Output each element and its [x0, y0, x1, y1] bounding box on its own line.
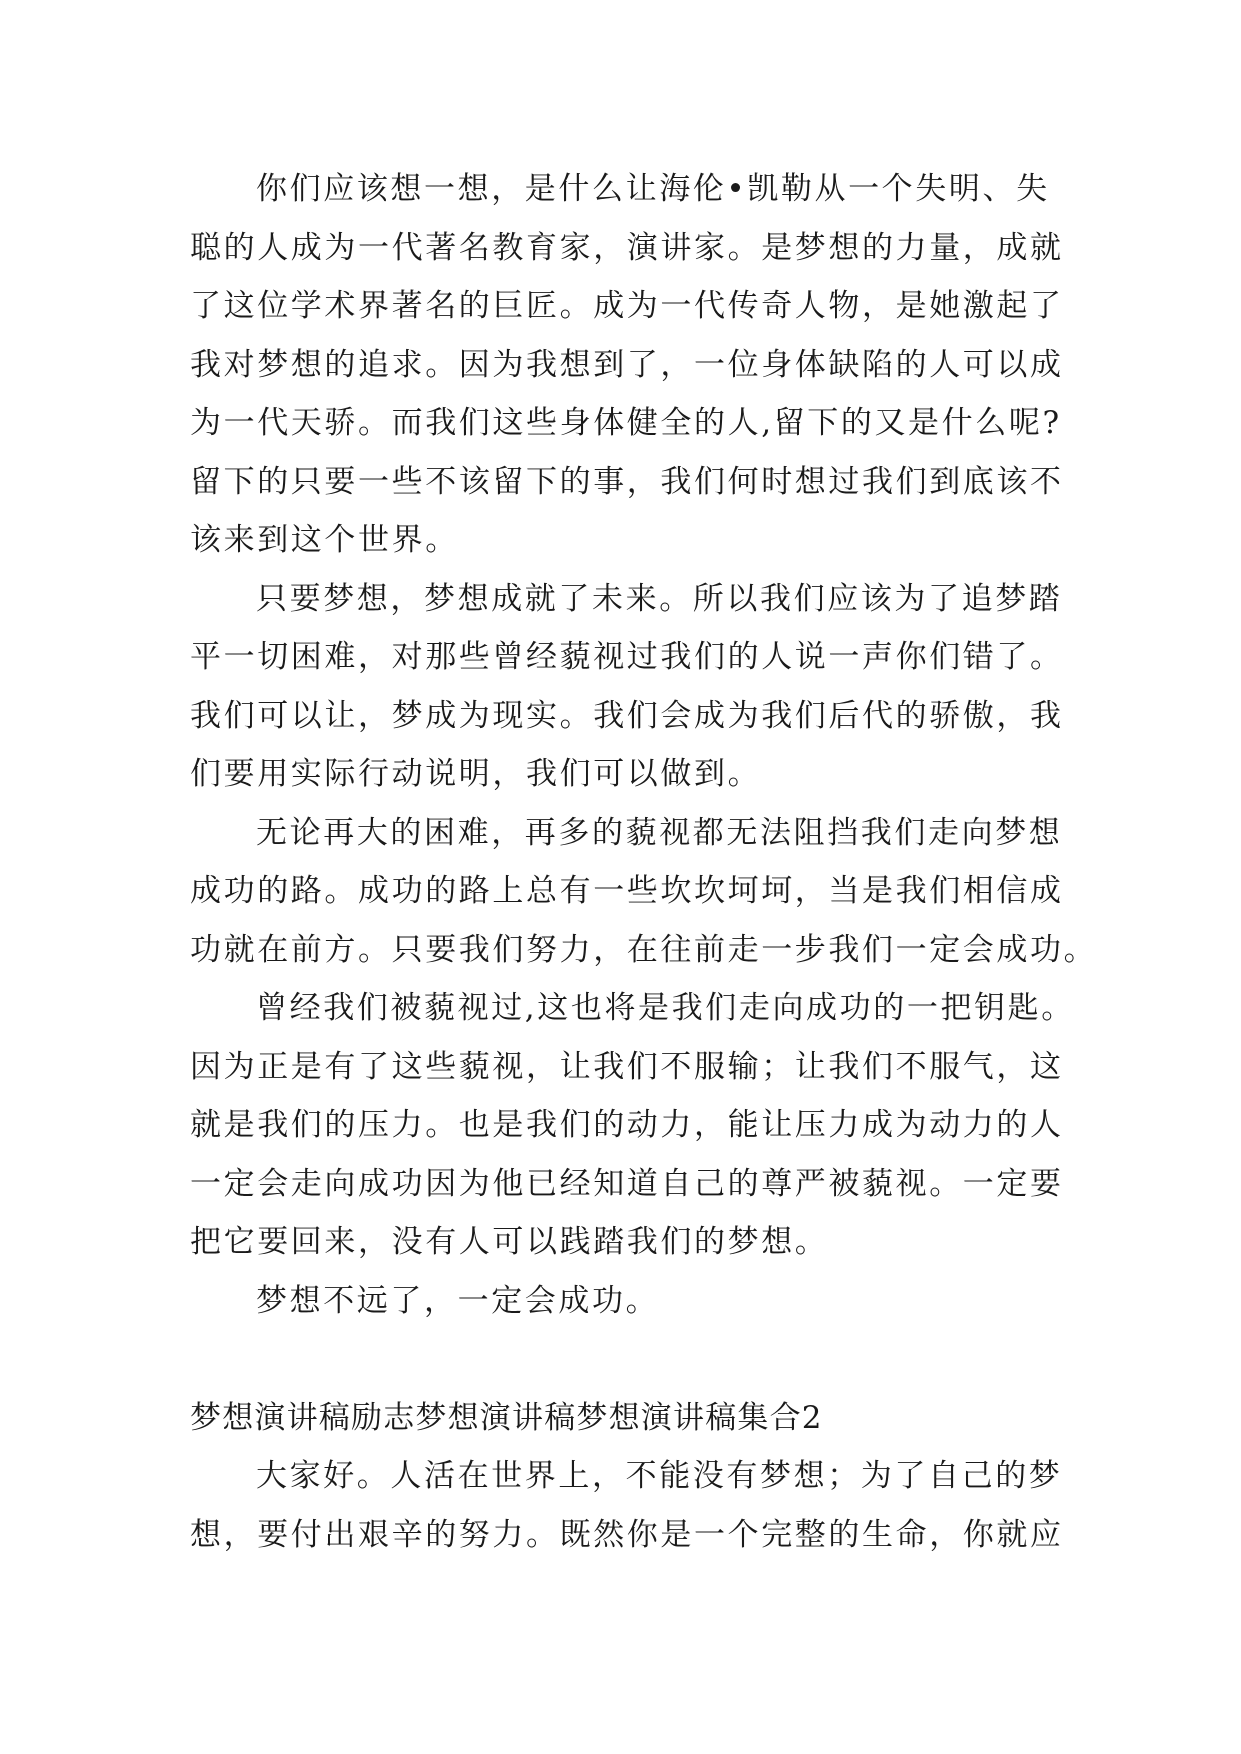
- document-body: [190, 160, 1098, 1564]
- paragraph-line: 我们可以让，梦成为现实。我们会成为我们后代的骄傲，我: [190, 697, 1064, 734]
- paragraph-line: 把它要回来，没有人可以践踏我们的梦想。: [190, 1224, 829, 1260]
- section-heading: 梦想演讲稿励志梦想演讲稿梦想演讲稿集合2: [190, 1399, 823, 1436]
- paragraph-line: 为一代天骄。而我们这些身体健全的人,留下的又是什么呢?: [190, 405, 1062, 441]
- paragraph-line: 一定会走向成功因为他已经知道自己的尊严被藐视。一定要: [190, 1165, 1064, 1202]
- paragraph-line: 就是我们的压力。也是我们的动力，能让压力成为动力的人: [190, 1107, 1064, 1143]
- paragraph-line: 曾经我们被藐视过,这也将是我们走向成功的一把钥匙。: [256, 990, 1075, 1026]
- paragraph-line: 们要用实际行动说明，我们可以做到。: [190, 756, 762, 792]
- paragraph-line: 留下的只要一些不该留下的事，我们何时想过我们到底该不: [190, 463, 1064, 500]
- paragraph-line: 我对梦想的追求。因为我想到了，一位身体缺陷的人可以成: [190, 346, 1064, 383]
- paragraph-line: 了这位学术界著名的巨匠。成为一代传奇人物，是她激起了: [190, 288, 1064, 324]
- paragraph-line: 该来到这个世界。: [190, 522, 459, 558]
- paragraph-line: 成功的路。成功的路上总有一些坎坎坷坷，当是我们相信成: [190, 873, 1064, 909]
- paragraph-line: 因为正是有了这些藐视，让我们不服输；让我们不服气，这: [190, 1048, 1064, 1085]
- paragraph-line: 想，要付出艰辛的努力。既然你是一个完整的生命，你就应: [190, 1516, 1064, 1553]
- paragraph-line: 聪的人成为一代著名教育家，演讲家。是梦想的力量，成就: [190, 229, 1064, 266]
- paragraph-line: 梦想不远了，一定会成功。: [256, 1282, 660, 1319]
- paragraph-line: 无论再大的困难，再多的藐视都无法阻挡我们走向梦想: [256, 814, 1063, 851]
- paragraph-line: 平一切困难，对那些曾经藐视过我们的人说一声你们错了。: [190, 639, 1064, 675]
- paragraph-line: 你们应该想一想，是什么让海伦•凯勒从一个失明、失: [256, 171, 1050, 207]
- paragraph-line: 大家好。人活在世界上，不能没有梦想；为了自己的梦: [256, 1458, 1063, 1494]
- paragraph-line: 只要梦想，梦想成就了未来。所以我们应该为了追梦踏: [256, 580, 1063, 617]
- section-spacer: [190, 1330, 1060, 1389]
- paragraph-line: 功就在前方。只要我们努力，在往前走一步我们一定会成功。: [190, 931, 1098, 968]
